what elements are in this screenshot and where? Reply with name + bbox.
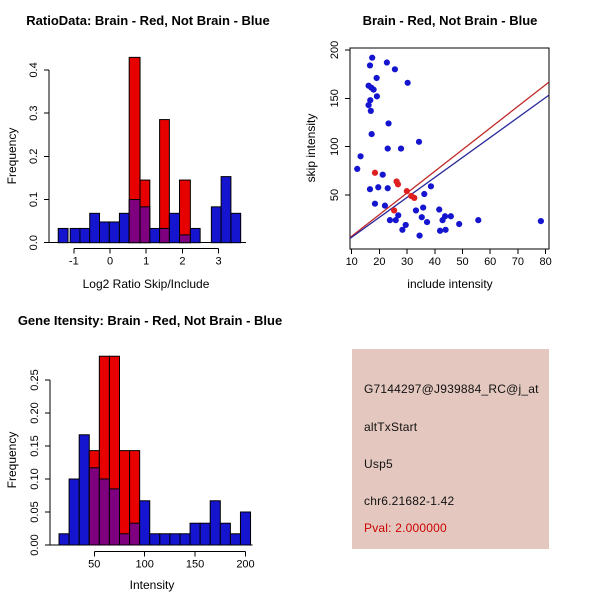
hist-bar-blue — [221, 177, 231, 243]
hist-bar-blue — [119, 213, 129, 242]
scatter-point-blue — [437, 228, 443, 234]
x-tick-label: 70 — [511, 256, 525, 268]
gene-symbol-text: Usp5 — [364, 457, 393, 471]
x-tick-label: 50 — [88, 558, 101, 571]
scatter-point-blue — [419, 214, 425, 220]
scatter-point-red — [391, 207, 397, 213]
y-axis-label: Frequency — [5, 431, 19, 489]
y-axis-label: Frequency — [5, 127, 19, 185]
hist-bar-overlap — [109, 489, 119, 545]
hist-bar-blue — [169, 213, 179, 242]
x-axis-label: include intensity — [407, 277, 493, 291]
x-tick-label: -1 — [68, 255, 79, 268]
gene-intensity-histogram-panel — [0, 300, 300, 600]
scatter-point-blue — [393, 217, 399, 223]
y-tick-label: 0.4 — [28, 62, 40, 78]
scatter-point-blue — [385, 120, 391, 126]
y-tick-label: 100 — [329, 137, 341, 156]
scatter-point-blue — [420, 204, 426, 210]
x-tick-label: 1 — [143, 255, 150, 268]
hist-bar-blue — [59, 534, 69, 545]
hist-bar-red — [120, 451, 130, 545]
y-tick-label: 0.25 — [29, 369, 41, 391]
hist-bar-overlap — [130, 523, 140, 545]
hist-bar-blue — [211, 207, 221, 243]
y-tick-label: 0.3 — [28, 105, 40, 121]
hist-bar-blue — [190, 228, 200, 242]
y-tick-label: 0.00 — [29, 534, 41, 556]
pval-text: Pval: 2.000000 — [364, 521, 447, 535]
scatter-point-blue — [475, 217, 481, 223]
scatter-point-blue — [370, 86, 376, 92]
hist-bar-red — [180, 180, 191, 243]
scatter-point-blue — [448, 213, 454, 219]
hist-bar-blue — [230, 534, 240, 545]
hist-bar-blue — [58, 228, 68, 242]
hist-bar-overlap — [160, 228, 170, 242]
y-tick-label: 0.05 — [29, 501, 41, 523]
x-tick-label: 80 — [539, 256, 552, 268]
hist-bar-blue — [180, 534, 190, 545]
probe-id-text: G7144297@J939884_RC@j_at — [364, 382, 539, 396]
hist-bar-blue — [69, 479, 79, 545]
hist-bar-overlap — [140, 207, 150, 243]
scatter-point-blue — [398, 145, 404, 151]
scatter-point-blue — [368, 108, 374, 114]
x-tick-label: 0 — [106, 255, 114, 268]
scatter-point-blue — [382, 203, 388, 209]
x-tick-label: 150 — [185, 558, 205, 571]
scatter-point-blue — [354, 166, 360, 172]
hist-bar-blue — [240, 512, 250, 545]
hist-bar-blue — [170, 534, 180, 545]
hist-bar-blue — [190, 523, 200, 545]
scatter-point-blue — [367, 186, 373, 192]
scatter-point-blue — [416, 139, 422, 145]
hist-bar-blue — [150, 534, 160, 545]
scatter-point-blue — [385, 145, 391, 151]
x-tick-label: 3 — [215, 255, 222, 268]
x-tick-label: 100 — [135, 558, 154, 571]
scatter-point-blue — [357, 153, 363, 159]
scatter-point-red — [372, 170, 378, 176]
scatter-point-blue — [436, 206, 442, 212]
scatter-point-blue — [374, 93, 380, 99]
chart-title: Gene Itensity: Brain - Red, Not Brain - Blue — [17, 313, 283, 328]
hist-bar-blue — [109, 222, 119, 243]
scatter-point-blue — [416, 233, 422, 239]
scatter-point-blue — [374, 75, 380, 81]
scatter-point-blue — [428, 183, 434, 189]
hist-bar-blue — [220, 523, 230, 545]
scatter-point-blue — [385, 185, 391, 191]
scatter-point-red — [404, 188, 410, 194]
hist-bar-overlap — [99, 479, 109, 545]
scatter-point-blue — [372, 201, 378, 207]
x-axis-label: Intensity — [129, 578, 175, 592]
gene-info-box — [352, 349, 549, 549]
y-axis-label: skip intensity — [304, 113, 318, 183]
hist-bar-overlap — [120, 534, 130, 545]
scatter-point-blue — [405, 80, 411, 86]
x-tick-label: 40 — [428, 256, 441, 268]
hist-bar-blue — [231, 213, 241, 242]
hist-bar-blue — [150, 228, 160, 242]
scatter-point-blue — [392, 66, 398, 72]
event-type-text: altTxStart — [364, 420, 418, 434]
scatter-point-blue — [424, 219, 430, 225]
hist-bar-blue — [200, 523, 210, 545]
hist-bar-blue — [80, 228, 90, 242]
y-tick-label: 0.20 — [29, 402, 41, 424]
x-tick-label: 20 — [373, 256, 386, 268]
y-tick-label: 200 — [329, 40, 341, 60]
chart-title: RatioData: Brain - Red, Not Brain - Blue — [26, 13, 270, 28]
chart-title: Brain - Red, Not Brain - Blue — [362, 13, 538, 28]
hist-bar-blue — [90, 213, 100, 242]
scatter-point-blue — [413, 207, 419, 213]
scatter-point-red — [395, 181, 401, 187]
scatter-point-blue — [538, 218, 544, 224]
y-tick-label: 0.0 — [28, 235, 40, 251]
x-tick-label: 60 — [484, 256, 497, 268]
y-tick-label: 0.15 — [29, 435, 41, 457]
hist-bar-blue — [140, 501, 150, 545]
hist-bar-overlap — [89, 468, 99, 545]
hist-bar-blue — [210, 501, 220, 545]
hist-bar-overlap — [180, 235, 191, 243]
x-tick-label: 10 — [345, 256, 358, 268]
hist-bar-blue — [160, 534, 170, 545]
scatter-point-blue — [369, 131, 375, 137]
y-tick-label: 0.10 — [29, 468, 41, 490]
locus-text: chr6.21682-1.42 — [364, 494, 455, 508]
x-tick-label: 2 — [179, 255, 186, 268]
x-tick-label: 200 — [236, 558, 255, 571]
hist-bar-overlap — [129, 200, 140, 243]
scatter-point-blue — [387, 217, 393, 223]
scatter-point-blue — [399, 227, 405, 233]
scatter-point-blue — [365, 102, 371, 108]
y-tick-label: 0.1 — [28, 191, 40, 208]
x-tick-label: 50 — [456, 256, 469, 268]
hist-bar-blue — [79, 435, 89, 545]
scatter-point-blue — [439, 217, 445, 223]
scatter-point-blue — [443, 227, 449, 233]
hist-bar-blue — [100, 222, 110, 243]
hist-bar-blue — [70, 228, 80, 242]
intensity-scatter-panel — [300, 0, 600, 300]
scatter-point-blue — [456, 221, 462, 227]
scatter-point-red — [411, 195, 417, 201]
hist-bar-red — [160, 120, 170, 243]
scatter-point-blue — [369, 55, 375, 61]
x-tick-label: 30 — [400, 256, 414, 268]
y-tick-label: 150 — [329, 89, 341, 108]
x-axis-label: Log2 Ratio Skip/Include — [82, 277, 210, 291]
y-tick-label: 0.2 — [28, 148, 40, 164]
scatter-point-blue — [380, 172, 386, 178]
scatter-point-blue — [375, 184, 381, 190]
scatter-point-blue — [384, 59, 390, 65]
y-tick-label: 50 — [329, 188, 341, 202]
ratio-histogram-panel — [0, 0, 300, 300]
scatter-point-blue — [367, 62, 373, 68]
scatter-point-blue — [421, 191, 427, 197]
